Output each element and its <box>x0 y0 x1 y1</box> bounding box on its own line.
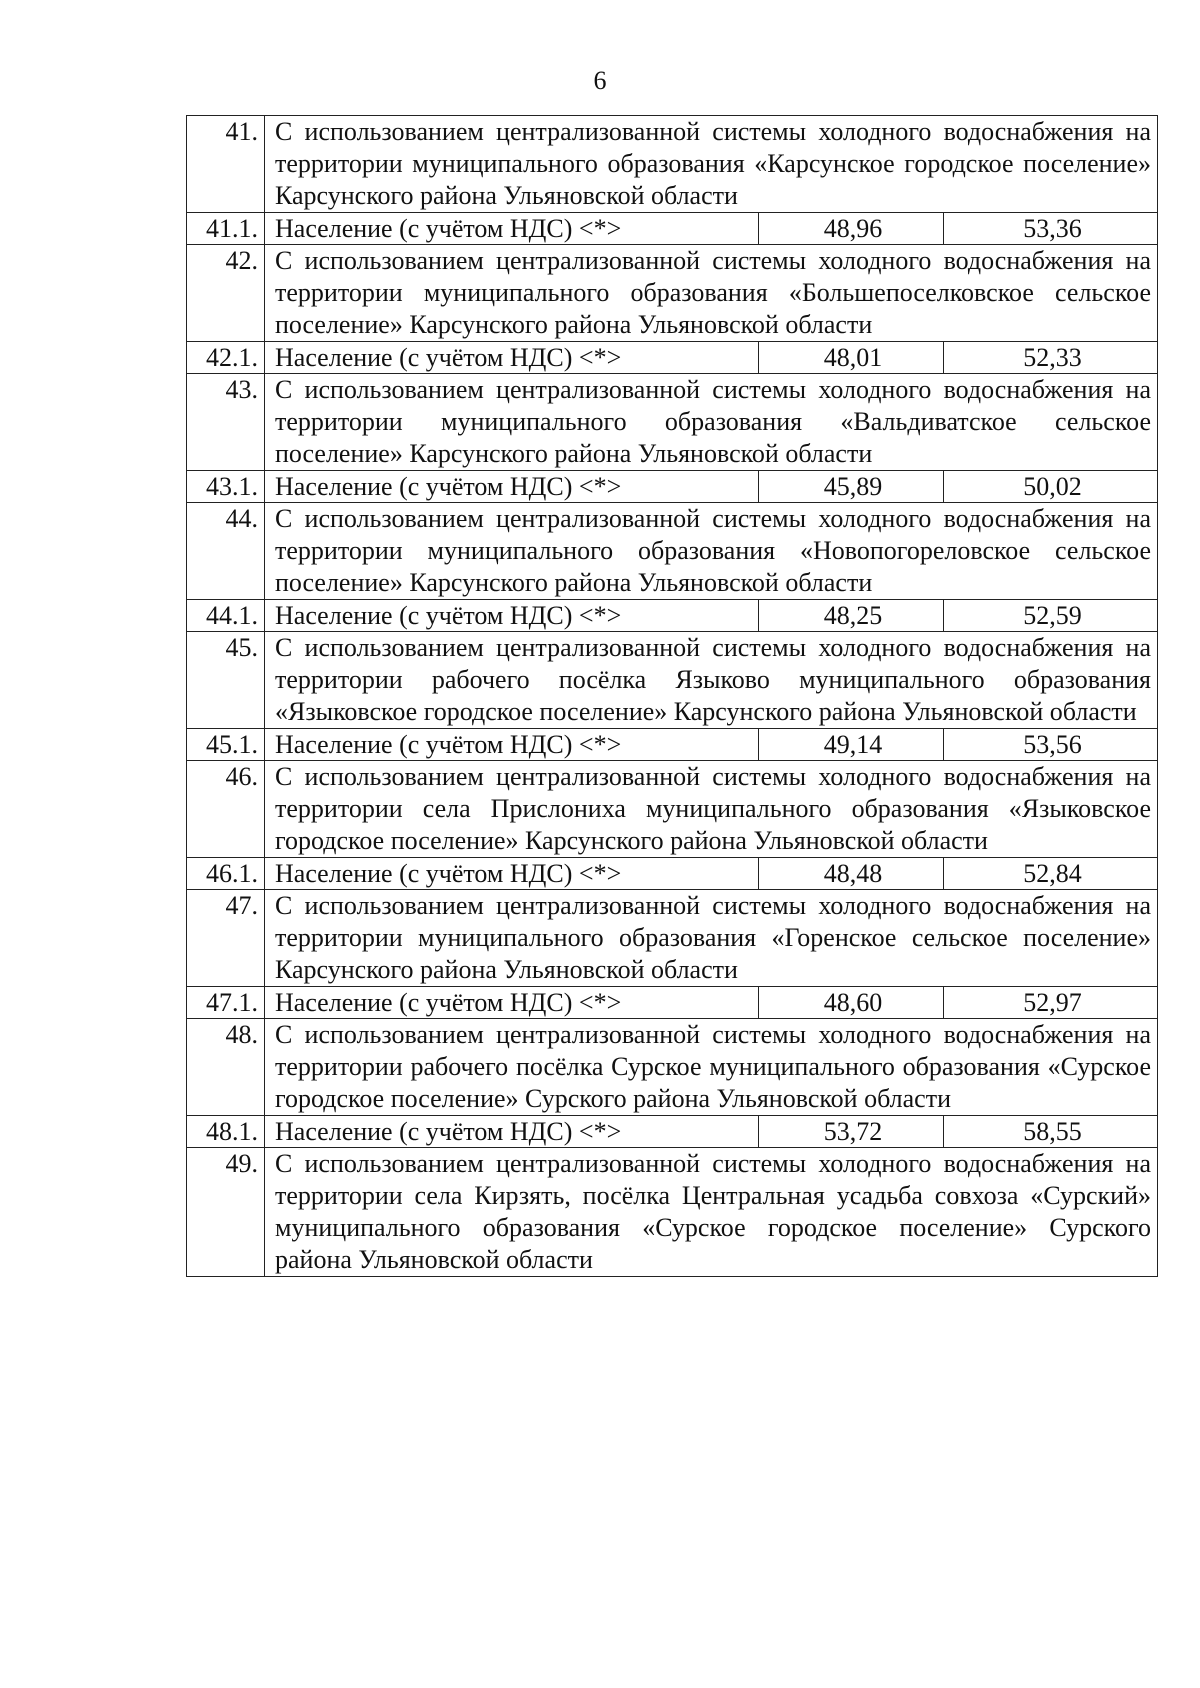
row-number: 45. <box>187 632 265 729</box>
subrow-label: Население (с учётом НДС) <*> <box>265 1116 759 1148</box>
value-cell: 48,25 <box>759 600 944 632</box>
value-cell: 58,55 <box>944 1116 1158 1148</box>
value-cell: 48,01 <box>759 342 944 374</box>
value-cell: 53,56 <box>944 729 1158 761</box>
row-description: С использованием централизованной системы холодного водоснабжения на территории села Кирзять, посёлка Центральная усадьба совхоза «Сурский» муниципального образования «Сурское городское поселение» Сурского района Ульяновской области <box>265 1148 1158 1277</box>
subrow-number: 43.1. <box>187 471 265 503</box>
value-cell: 50,02 <box>944 471 1158 503</box>
subrow-number: 45.1. <box>187 729 265 761</box>
subrow-label: Население (с учётом НДС) <*> <box>265 471 759 503</box>
row-number: 41. <box>187 116 265 213</box>
row-number: 43. <box>187 374 265 471</box>
table-row <box>187 987 1158 1019</box>
row-description: С использованием централизованной системы холодного водоснабжения на территории села Прислониха муниципального образования «Языковское городское поселение» Карсунского района Ульяновской области <box>265 761 1158 858</box>
value-cell: 48,96 <box>759 213 944 245</box>
subrow-label: Население (с учётом НДС) <*> <box>265 213 759 245</box>
table-row <box>187 729 1158 761</box>
value-cell: 52,33 <box>944 342 1158 374</box>
row-description: С использованием централизованной системы холодного водоснабжения на территории муниципального образования «Вальдиватское сельское поселение» Карсунского района Ульяновской области <box>265 374 1158 471</box>
table-row <box>187 1019 1158 1116</box>
subrow-number: 41.1. <box>187 213 265 245</box>
table-row <box>187 761 1158 858</box>
value-cell: 53,72 <box>759 1116 944 1148</box>
subrow-number: 44.1. <box>187 600 265 632</box>
table-row <box>187 1148 1158 1277</box>
subrow-number: 46.1. <box>187 858 265 890</box>
value-cell: 52,84 <box>944 858 1158 890</box>
value-cell: 48,48 <box>759 858 944 890</box>
subrow-number: 48.1. <box>187 1116 265 1148</box>
row-description: С использованием централизованной системы холодного водоснабжения на территории муниципального образования «Новопогореловское сельское поселение» Карсунского района Ульяновской области <box>265 503 1158 600</box>
row-number: 46. <box>187 761 265 858</box>
table-row <box>187 116 1158 213</box>
table-row <box>187 1116 1158 1148</box>
value-cell: 49,14 <box>759 729 944 761</box>
value-cell: 52,59 <box>944 600 1158 632</box>
table-row <box>187 632 1158 729</box>
subrow-label: Население (с учётом НДС) <*> <box>265 729 759 761</box>
row-number: 44. <box>187 503 265 600</box>
row-description: С использованием централизованной системы холодного водоснабжения на территории рабочего посёлка Сурское муниципального образования «Сурское городское поселение» Сурского района Ульяновской области <box>265 1019 1158 1116</box>
page-number: 6 <box>593 66 607 95</box>
value-cell: 52,97 <box>944 987 1158 1019</box>
subrow-number: 42.1. <box>187 342 265 374</box>
subrow-label: Население (с учётом НДС) <*> <box>265 987 759 1019</box>
value-cell: 53,36 <box>944 213 1158 245</box>
table-row <box>187 471 1158 503</box>
table-row <box>187 342 1158 374</box>
subrow-label: Население (с учётом НДС) <*> <box>265 600 759 632</box>
table-row <box>187 890 1158 987</box>
row-number: 47. <box>187 890 265 987</box>
tariff-table <box>186 115 1158 1277</box>
value-cell: 45,89 <box>759 471 944 503</box>
table-row <box>187 858 1158 890</box>
table-row <box>187 600 1158 632</box>
row-description: С использованием централизованной системы холодного водоснабжения на территории муниципального образования «Горенское сельское поселение» Карсунского района Ульяновской области <box>265 890 1158 987</box>
row-description: С использованием централизованной системы холодного водоснабжения на территории муниципального образования «Большепоселковское сельское поселение» Карсунского района Ульяновской области <box>265 245 1158 342</box>
value-cell: 48,60 <box>759 987 944 1019</box>
table-row <box>187 503 1158 600</box>
table-row <box>187 374 1158 471</box>
row-description: С использованием централизованной системы холодного водоснабжения на территории муниципального образования «Карсунское городское поселение» Карсунского района Ульяновской области <box>265 116 1158 213</box>
subrow-label: Население (с учётом НДС) <*> <box>265 342 759 374</box>
subrow-number: 47.1. <box>187 987 265 1019</box>
subrow-label: Население (с учётом НДС) <*> <box>265 858 759 890</box>
row-number: 49. <box>187 1148 265 1277</box>
row-number: 42. <box>187 245 265 342</box>
table-row <box>187 245 1158 342</box>
row-number: 48. <box>187 1019 265 1116</box>
row-description: С использованием централизованной системы холодного водоснабжения на территории рабочего посёлка Языково муниципального образования «Языковское городское поселение» Карсунского района Ульяновской области <box>265 632 1158 729</box>
table-row <box>187 213 1158 245</box>
